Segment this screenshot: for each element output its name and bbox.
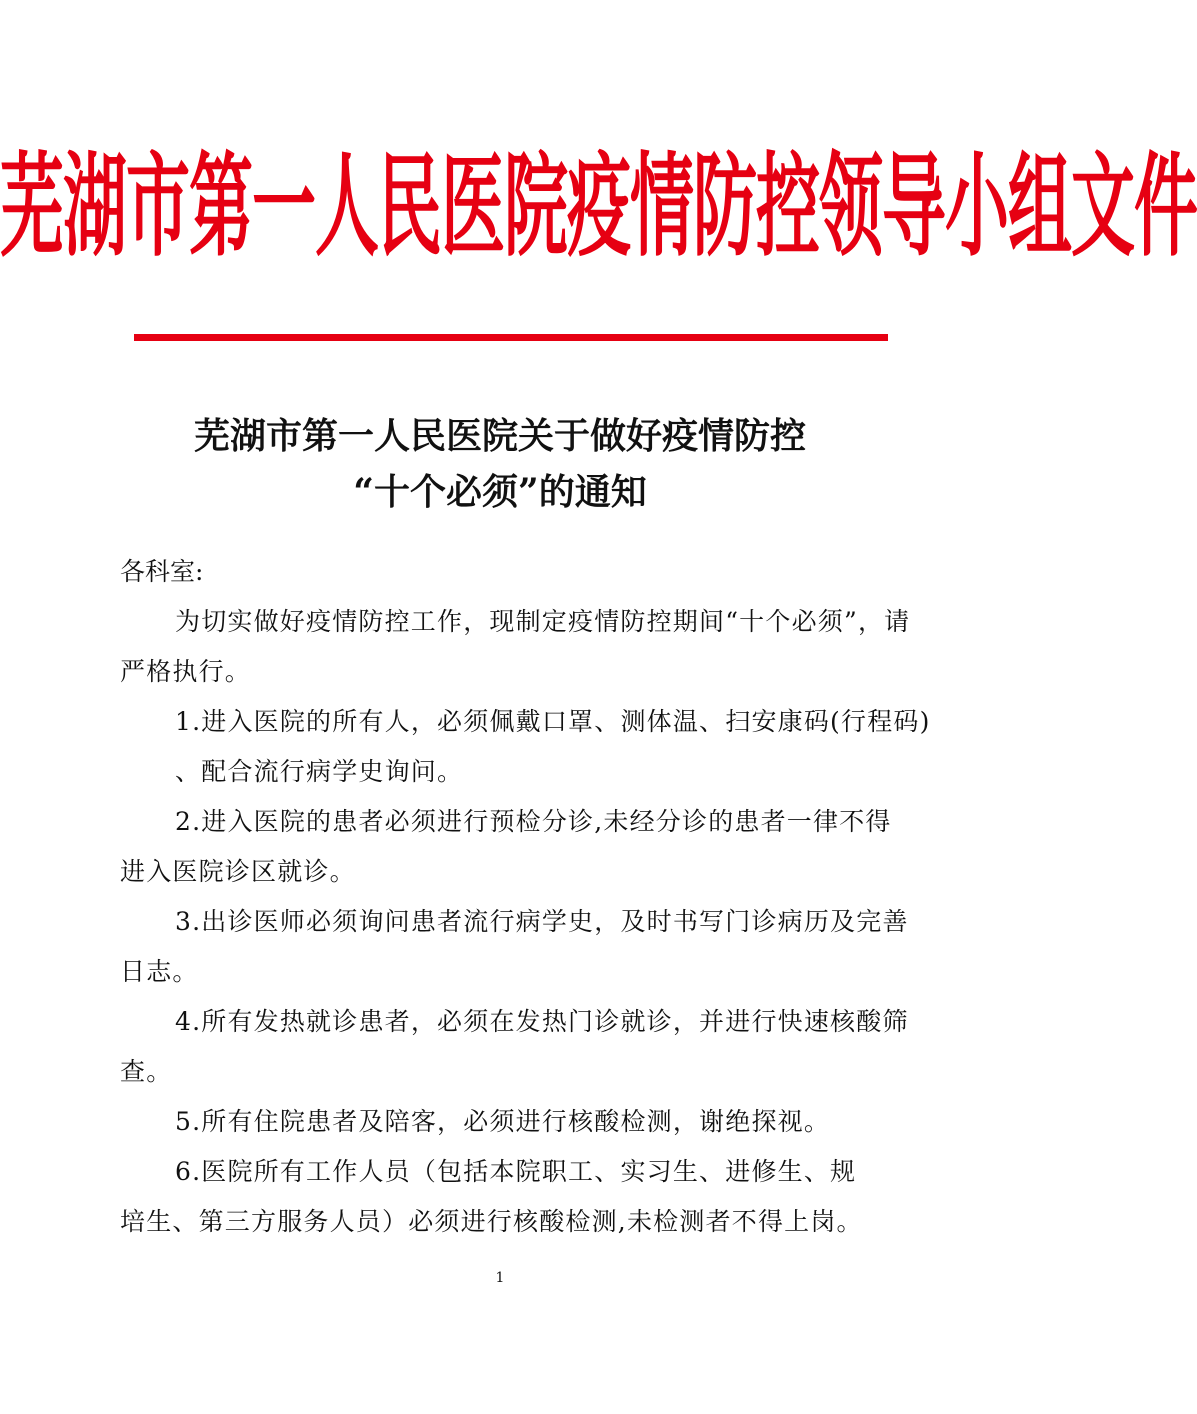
item-3-line-1: 3.出诊医师必须询问患者流行病学史，及时书写门诊病历及完善 (175, 907, 909, 936)
red-divider-rule (134, 334, 888, 341)
salutation: 各科室: (120, 557, 204, 586)
item-4-line-2: 查。 (120, 1057, 173, 1086)
document-title (0, 408, 1000, 520)
intro-line-2: 严格执行。 (120, 657, 252, 686)
item-6-line-2: 培生、第三方服务人员）必须进行核酸检测,未检测者不得上岗。 (120, 1207, 863, 1236)
document-title-line-2: “十个必须”的通知 (353, 471, 647, 513)
item-2-line-2: 进入医院诊区就诊。 (120, 857, 356, 886)
intro-line-1: 为切实做好疫情防控工作，现制定疫情防控期间“十个必须”，请 (175, 607, 911, 636)
item-1-line-1: 1.进入医院的所有人，必须佩戴口罩、测体温、扫安康码(行程码) (175, 707, 931, 736)
item-1-line-2: 、配合流行病学史询问。 (175, 757, 464, 786)
document-masthead (0, 128, 1197, 288)
item-6-line-1: 6.医院所有工作人员（包括本院职工、实习生、进修生、规 (175, 1157, 857, 1186)
document-title-line-1: 芜湖市第一人民医院关于做好疫情防控 (193, 415, 806, 457)
item-4-line-1: 4.所有发热就诊患者，必须在发热门诊就诊，并进行快速核酸筛 (175, 1007, 909, 1036)
page-number: 1 (495, 1270, 505, 1286)
item-5-line-1: 5.所有住院患者及陪客，必须进行核酸检测，谢绝探视。 (175, 1107, 831, 1136)
item-2-line-1: 2.进入医院的患者必须进行预检分诊,未经分诊的患者一律不得 (175, 807, 892, 836)
item-3-line-2: 日志。 (120, 957, 199, 986)
masthead-title: 芜湖市第一人民医院疫情防控领导小组文件 (0, 143, 1197, 273)
